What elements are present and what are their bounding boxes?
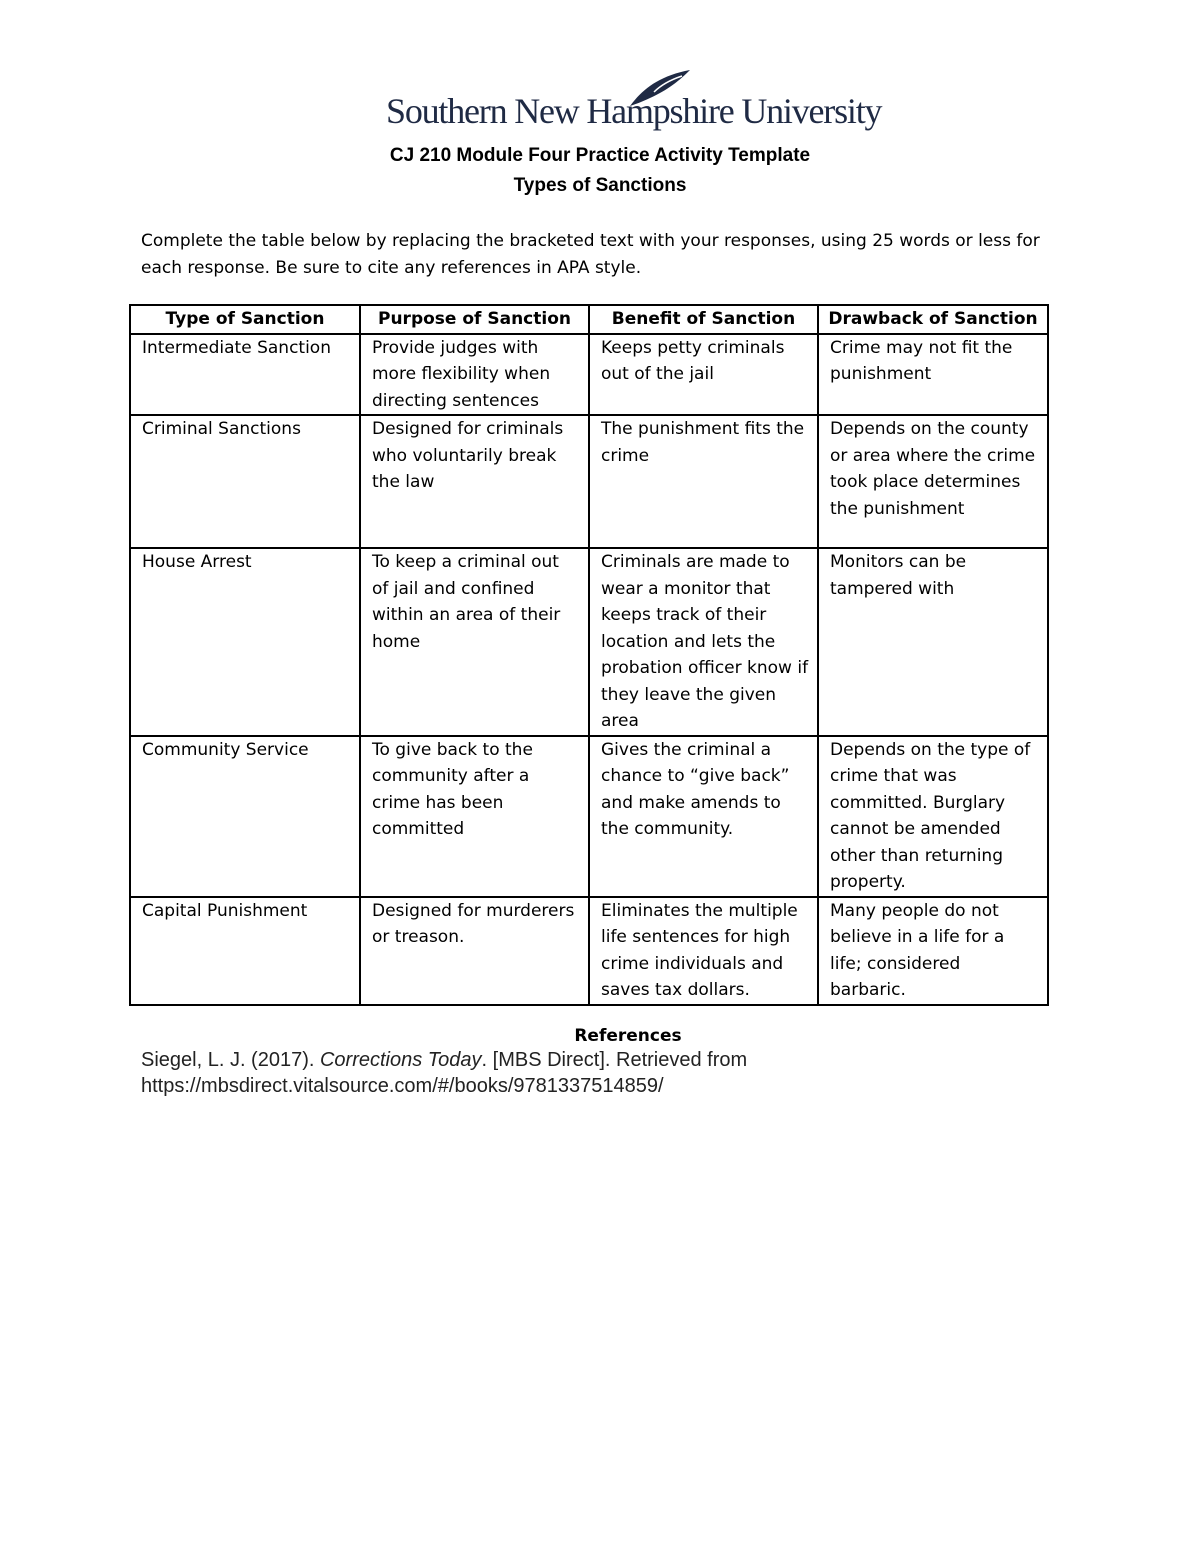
table-row bbox=[130, 415, 1048, 548]
table-row bbox=[130, 897, 1048, 1005]
instructions-text: Complete the table below by replacing the bracketed text with your responses, using 25 words or less for each response. Be sure to cite any references in APA style. bbox=[141, 231, 1040, 278]
table-cell: Gives the criminal a chance to “give back” and make amends to the community. bbox=[589, 736, 818, 897]
page-title: CJ 210 Module Four Practice Activity Template bbox=[389, 145, 811, 166]
reference-source: . [MBS Direct]. Retrieved from https://mbsdirect.vitalsource.com/#/books/9781337514859/ bbox=[141, 1049, 748, 1097]
table-row bbox=[130, 736, 1048, 897]
table-cell: Provide judges with more flexibility when directing sentences bbox=[360, 334, 589, 416]
table-cell: Depends on the type of crime that was committed. Burglary cannot be amended other than returning property. bbox=[818, 736, 1048, 897]
table-cell: Designed for murderers or treason. bbox=[360, 897, 589, 1005]
table-row bbox=[130, 548, 1048, 736]
table-cell: To keep a criminal out of jail and confined within an area of their home bbox=[360, 548, 589, 736]
table-cell: Criminal Sanctions bbox=[130, 415, 360, 548]
logo-text: Southern New Hampshire University bbox=[386, 91, 882, 131]
table-cell: Many people do not believe in a life for a life; considered barbaric. bbox=[818, 897, 1048, 1005]
column-header: Drawback of Sanction bbox=[818, 305, 1048, 334]
table-cell: Capital Punishment bbox=[130, 897, 360, 1005]
column-header: Benefit of Sanction bbox=[589, 305, 818, 334]
sanctions-table bbox=[129, 304, 1049, 1006]
table-cell: Eliminates the multiple life sentences for high crime individuals and saves tax dollars. bbox=[589, 897, 818, 1005]
table-row bbox=[130, 334, 1048, 416]
university-logo bbox=[386, 68, 882, 140]
table-cell: Depends on the county or area where the crime took place determines the punishment bbox=[818, 415, 1048, 548]
table-cell: Keeps petty criminals out of the jail bbox=[589, 334, 818, 416]
table-cell: Community Service bbox=[130, 736, 360, 897]
column-header: Type of Sanction bbox=[130, 305, 360, 334]
page-subtitle: Types of Sanctions bbox=[513, 175, 687, 196]
table-header-row bbox=[130, 305, 1048, 334]
table-cell: Crime may not fit the punishment bbox=[818, 334, 1048, 416]
table-cell: To give back to the community after a crime has been committed bbox=[360, 736, 589, 897]
column-header: Purpose of Sanction bbox=[360, 305, 589, 334]
reference-entry bbox=[141, 1047, 861, 1099]
reference-title: Corrections Today bbox=[319, 1049, 482, 1071]
table-cell: Monitors can be tampered with bbox=[818, 548, 1048, 736]
table-cell: Criminals are made to wear a monitor that keeps track of their location and lets the probation officer know if they leave the given area bbox=[589, 548, 818, 736]
table-cell: House Arrest bbox=[130, 548, 360, 736]
table-cell: The punishment fits the crime bbox=[589, 415, 818, 548]
references-heading: References bbox=[574, 1026, 682, 1046]
reference-author: Siegel, L. J. (2017). bbox=[141, 1049, 320, 1071]
table-cell: Designed for criminals who voluntarily break the law bbox=[360, 415, 589, 548]
table-cell: Intermediate Sanction bbox=[130, 334, 360, 416]
